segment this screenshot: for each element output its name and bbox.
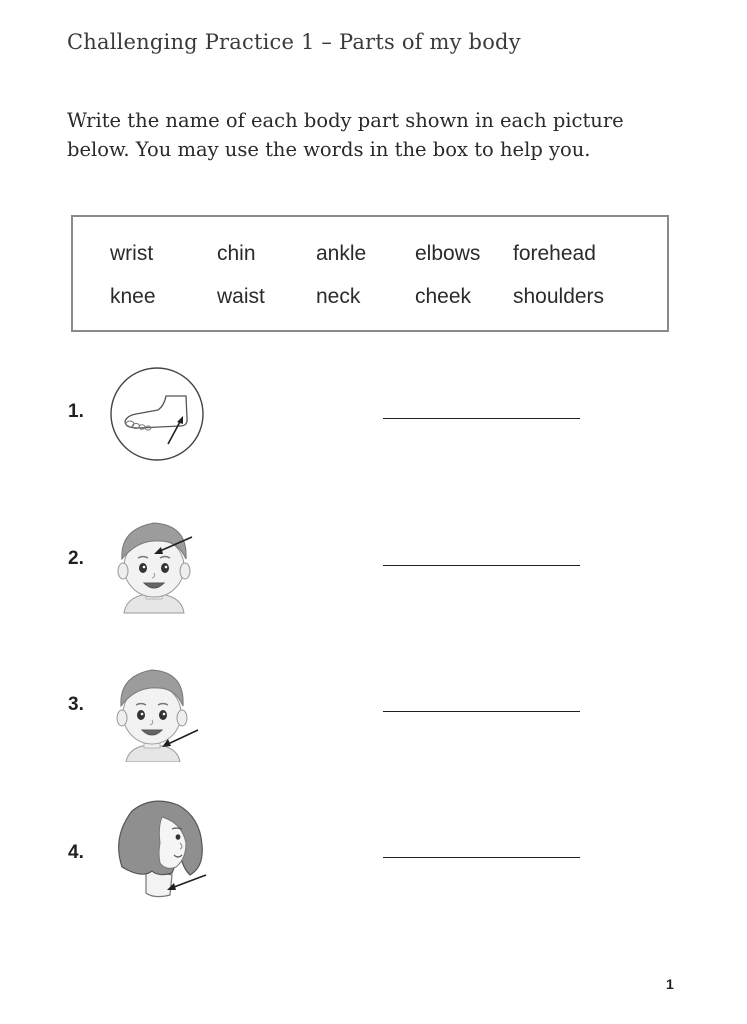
- question-number: 3.: [68, 694, 84, 715]
- word-bank-item: cheek: [415, 285, 472, 308]
- foot-ankle-icon: [108, 366, 206, 462]
- answer-line[interactable]: [383, 565, 580, 566]
- word-bank-item: neck: [316, 285, 361, 308]
- instructions-text: Write the name of each body part shown in each picture below. You may use the words in the box to help you.: [67, 109, 624, 161]
- answer-line[interactable]: [383, 857, 580, 858]
- word-bank-item: shoulders: [513, 285, 605, 308]
- question-number: 2.: [68, 548, 84, 569]
- page-title: Challenging Practice 1 – Parts of my body: [67, 30, 521, 54]
- boy-forehead-icon: [112, 515, 196, 615]
- word-bank-item: chin: [217, 242, 256, 265]
- word-bank-item: knee: [110, 285, 156, 308]
- word-bank-box: [71, 215, 669, 332]
- word-bank-item: waist: [217, 285, 265, 308]
- answer-line[interactable]: [383, 418, 580, 419]
- word-bank-item: elbows: [415, 242, 481, 265]
- page-number: 1: [666, 976, 674, 992]
- question-number: 4.: [68, 842, 84, 863]
- answer-line[interactable]: [383, 711, 580, 712]
- boy-chin-icon: [112, 664, 200, 762]
- word-bank-item: ankle: [316, 242, 367, 265]
- question-number: 1.: [68, 401, 84, 422]
- word-bank-item: forehead: [513, 242, 596, 265]
- word-bank-item: wrist: [110, 242, 154, 265]
- woman-neck-icon: [112, 797, 210, 901]
